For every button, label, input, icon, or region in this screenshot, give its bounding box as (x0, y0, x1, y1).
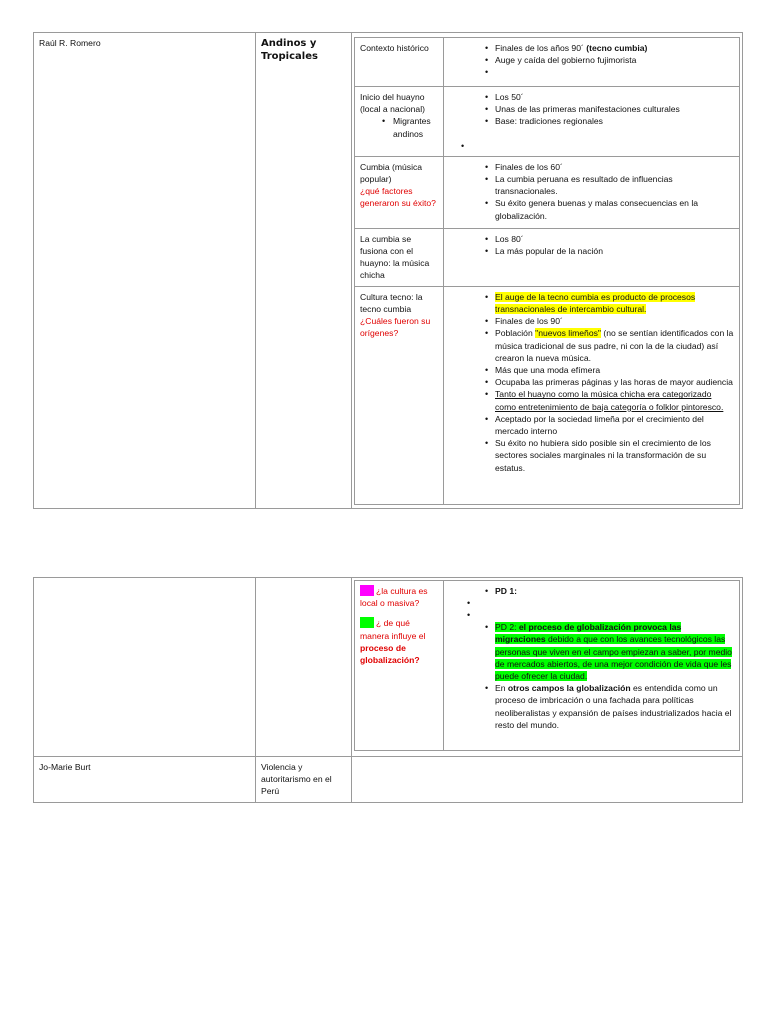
bullet-text: Los 80´ (495, 233, 524, 244)
question-red-text: ¿qué factores generaron su éxito? (360, 186, 436, 209)
question-cell (355, 581, 444, 751)
author-cell (34, 757, 256, 803)
bullet-text: Población (495, 328, 536, 339)
list-item-highlighted (449, 621, 734, 682)
bullet-list (449, 621, 734, 731)
list-item-underlined (449, 388, 734, 412)
empty-bullet (466, 597, 734, 609)
question-text: La cumbia se fusiona con el huayno: la música chicha (360, 233, 430, 281)
bullet-text: Los 50´ (495, 92, 524, 102)
question-red-bold-text: proceso de globalización? (360, 642, 420, 666)
theme-cell (256, 33, 352, 509)
list-item (449, 245, 734, 257)
author-name: Raúl R. Romero (39, 38, 101, 48)
detail-cell-empty (352, 757, 743, 803)
list-item (449, 115, 734, 127)
question-text: Cultura tecno: la tecno cumbia (360, 291, 423, 315)
list-item (449, 682, 734, 731)
bullet-text: Migrantes andinos (393, 116, 431, 139)
list-item (449, 42, 734, 54)
spacer (360, 609, 438, 617)
pd2-label: PD 2: (495, 622, 519, 633)
author-cell-empty (34, 578, 256, 757)
question-cell (355, 87, 444, 157)
bullet-list (449, 42, 734, 79)
inner-row-contexto (355, 38, 740, 87)
theme-title: Andinos y Tropicales (261, 38, 318, 62)
list-item (449, 161, 734, 173)
sub-bullet-list (360, 115, 438, 139)
bullet-bold-text: otros campos la globalización (507, 683, 631, 694)
bullet-text: Base: tradiciones regionales (495, 116, 603, 127)
empty-bullet (466, 609, 734, 621)
list-item (449, 364, 734, 376)
bullet-text: Más que una moda efímera (495, 365, 601, 376)
question-1 (360, 585, 438, 609)
answer-cell (444, 581, 740, 751)
bullet-text: Finales de los 60´ (495, 161, 563, 172)
answer-cell (444, 228, 740, 286)
question-red-text: ¿Cuáles fueron su orígenes? (360, 316, 431, 339)
bullet-list (449, 161, 734, 222)
bullet-list (449, 233, 734, 257)
table-2 (33, 577, 743, 803)
pd2-highlight (495, 622, 732, 681)
list-item-highlighted (449, 291, 734, 315)
list-item (449, 376, 734, 388)
list-item (449, 54, 734, 66)
list-item (449, 327, 734, 364)
theme-cell-empty (256, 578, 352, 757)
detail-cell (352, 33, 743, 509)
list-item (449, 437, 734, 474)
list-item (449, 315, 734, 327)
table-row (34, 578, 743, 757)
bullet-text: es entendida como un proceso de imbricación o una fachada para políticas neoliberalistas y expansión de países industrializados hacia el resto del mundo. (495, 683, 732, 730)
inner-table-2 (354, 580, 740, 751)
list-item-empty (449, 66, 734, 78)
bullet-text: Tanto el huayno como la música chicha era categorizado como entretenimiento de baja categoría o folklor pintoresco. (495, 389, 724, 412)
question-red-text: ¿ de qué manera influye el (360, 618, 426, 641)
inner-row-tecno (355, 286, 740, 504)
question-cell (355, 286, 444, 504)
question-red-text: ¿la cultura es local o masiva? (360, 586, 428, 609)
question-cell (355, 156, 444, 228)
inner-row-globalizacion (355, 581, 740, 751)
bullet-text: En (495, 683, 508, 694)
bullet-bold-text: (tecno cumbia) (586, 43, 648, 53)
list-item (449, 197, 734, 221)
table-row (34, 33, 743, 509)
bullet-text: Su éxito no hubiera sido posible sin el crecimiento de los sectores sociales marginales ni la transformación de su estatus. (495, 438, 711, 473)
bullet-text: Auge y caída del gobierno fujimorista (495, 55, 637, 66)
list-item (360, 115, 438, 139)
inner-row-chicha (355, 228, 740, 286)
bullet-list (449, 585, 734, 597)
answer-cell (444, 87, 740, 157)
green-highlight-marker (360, 617, 374, 628)
list-item (449, 233, 734, 245)
bullet-list (449, 91, 734, 128)
highlighted-text: "nuevos limeños" (535, 328, 601, 339)
question-text: Cumbia (música popular) (360, 161, 423, 185)
inner-row-cumbia (355, 156, 740, 228)
question-2 (360, 617, 438, 666)
author-name: Jo-Marie Burt (39, 762, 91, 772)
bullet-text: Ocupaba las primeras páginas y las horas de mayor audiencia (495, 377, 733, 388)
question-text: Contexto histórico (360, 43, 429, 53)
bullet-text: Finales de los 90´ (495, 316, 563, 327)
list-item (449, 173, 734, 197)
question-text: Inicio del huayno (local a nacional) (360, 92, 425, 115)
bullet-text: Finales de los años 90´ (495, 43, 587, 53)
bullet-list (449, 291, 734, 474)
magenta-highlight-marker (360, 585, 374, 596)
answer-cell (444, 286, 740, 504)
pd1-label: PD 1: (495, 586, 517, 596)
list-item (449, 91, 734, 103)
bullet-text: Aceptado por la sociedad limeña por el crecimiento del mercado interno (495, 413, 704, 437)
bullet-text: La más popular de la nación (495, 246, 603, 257)
bullet-text: La cumbia peruana es resultado de influencias transnacionales. (495, 174, 673, 197)
answer-cell (444, 38, 740, 87)
inner-row-huayno (355, 87, 740, 157)
author-cell (34, 33, 256, 509)
bullet-text: (no se sentían identificados con la música tradicional de sus padre, ni con la de la ciudad) así crearon la nueva música. (495, 328, 734, 363)
inner-table-1 (354, 37, 740, 505)
bullet-text: Unas de las primeras manifestaciones culturales (495, 104, 680, 115)
question-cell (355, 38, 444, 87)
detail-cell (352, 578, 743, 757)
table-row (34, 757, 743, 803)
list-item (449, 413, 734, 437)
theme-cell (256, 757, 352, 803)
list-item (449, 585, 734, 597)
list-item (449, 103, 734, 115)
answer-cell (444, 156, 740, 228)
bullet-bold-text: el proceso de globalización provoca las migraciones (495, 622, 682, 645)
bullet-text: Su éxito genera buenas y malas consecuencias en la globalización. (495, 198, 699, 221)
theme-text: Violencia y autoritarismo en el Perú (261, 762, 332, 797)
question-cell (355, 228, 444, 286)
table-1 (33, 32, 743, 509)
bullet-text: El auge de la tecno cumbia es producto de procesos transnacionales de intercambio cultural. (495, 291, 696, 315)
bullet-text: debido a que con los avances tecnológicos las personas que viven en el campo empiezan a saber, por medio de mercados abiertos, de una mejor condición de vida que les puede ofrecer la ciudad. (495, 634, 732, 682)
